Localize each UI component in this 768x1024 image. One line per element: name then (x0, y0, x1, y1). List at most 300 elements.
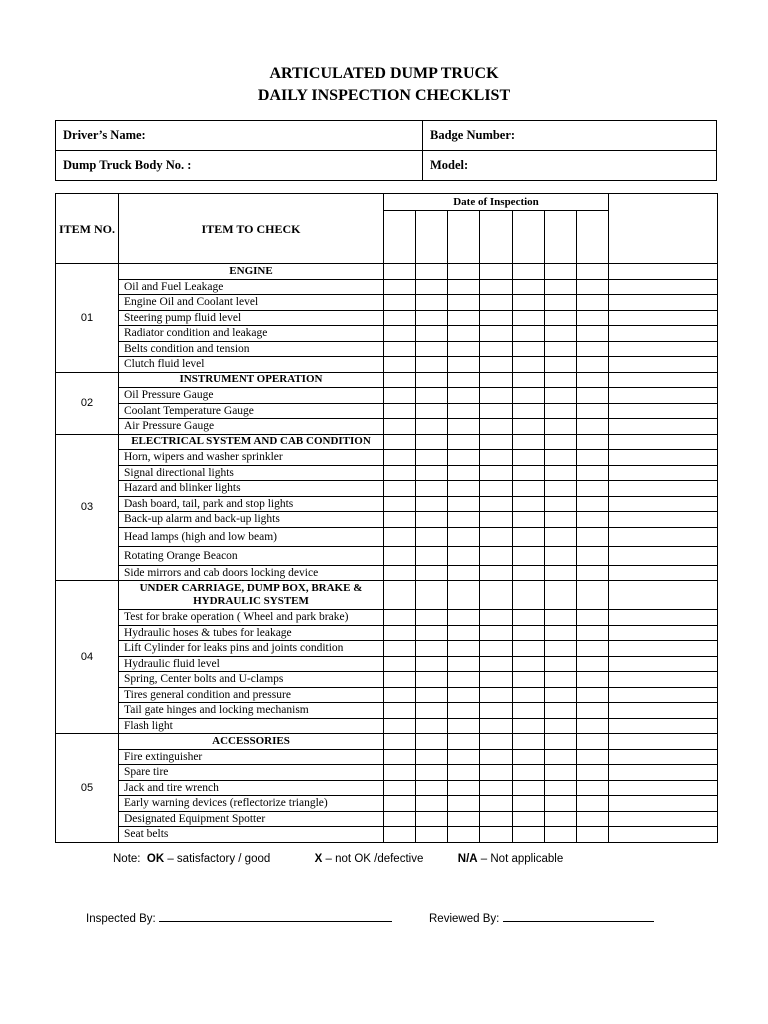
check-cell[interactable] (545, 403, 577, 419)
remarks-cell[interactable] (609, 279, 718, 295)
remarks-cell[interactable] (609, 811, 718, 827)
reviewed-by-line[interactable] (503, 909, 654, 922)
check-cell[interactable] (448, 326, 480, 342)
check-cell[interactable] (384, 565, 416, 581)
check-cell[interactable] (513, 481, 545, 497)
check-cell[interactable] (513, 641, 545, 657)
date-header-cell[interactable] (480, 211, 513, 264)
check-cell[interactable] (384, 641, 416, 657)
check-cell[interactable] (448, 496, 480, 512)
check-cell[interactable] (577, 765, 609, 781)
check-cell[interactable] (577, 264, 609, 280)
check-cell[interactable] (384, 450, 416, 466)
check-cell[interactable] (416, 625, 448, 641)
check-cell[interactable] (577, 641, 609, 657)
remarks-cell[interactable] (609, 749, 718, 765)
check-cell[interactable] (513, 625, 545, 641)
remarks-cell[interactable] (609, 796, 718, 812)
check-cell[interactable] (545, 512, 577, 528)
remarks-cell[interactable] (609, 481, 718, 497)
check-cell[interactable] (448, 527, 480, 546)
check-cell[interactable] (448, 625, 480, 641)
check-cell[interactable] (416, 326, 448, 342)
check-cell[interactable] (545, 341, 577, 357)
check-cell[interactable] (384, 765, 416, 781)
remarks-cell[interactable] (609, 310, 718, 326)
check-cell[interactable] (384, 357, 416, 373)
remarks-cell[interactable] (609, 357, 718, 373)
check-cell[interactable] (545, 672, 577, 688)
check-cell[interactable] (480, 565, 513, 581)
check-cell[interactable] (480, 641, 513, 657)
check-cell[interactable] (480, 264, 513, 280)
check-cell[interactable] (416, 581, 448, 610)
check-cell[interactable] (416, 357, 448, 373)
check-cell[interactable] (448, 546, 480, 565)
check-cell[interactable] (480, 581, 513, 610)
check-cell[interactable] (545, 581, 577, 610)
check-cell[interactable] (513, 827, 545, 843)
remarks-cell[interactable] (609, 641, 718, 657)
check-cell[interactable] (480, 749, 513, 765)
check-cell[interactable] (384, 718, 416, 734)
check-cell[interactable] (513, 687, 545, 703)
check-cell[interactable] (545, 481, 577, 497)
check-cell[interactable] (480, 310, 513, 326)
check-cell[interactable] (545, 295, 577, 311)
check-cell[interactable] (545, 796, 577, 812)
check-cell[interactable] (416, 496, 448, 512)
remarks-cell[interactable] (609, 780, 718, 796)
check-cell[interactable] (384, 419, 416, 435)
check-cell[interactable] (513, 780, 545, 796)
check-cell[interactable] (545, 718, 577, 734)
remarks-cell[interactable] (609, 496, 718, 512)
check-cell[interactable] (416, 780, 448, 796)
check-cell[interactable] (577, 372, 609, 388)
date-header-cell[interactable] (416, 211, 448, 264)
check-cell[interactable] (416, 419, 448, 435)
check-cell[interactable] (577, 512, 609, 528)
check-cell[interactable] (545, 749, 577, 765)
check-cell[interactable] (577, 341, 609, 357)
check-cell[interactable] (577, 581, 609, 610)
check-cell[interactable] (577, 465, 609, 481)
remarks-cell[interactable] (609, 718, 718, 734)
check-cell[interactable] (448, 357, 480, 373)
model-field[interactable]: Model: (423, 151, 717, 181)
check-cell[interactable] (577, 326, 609, 342)
remarks-cell[interactable] (609, 581, 718, 610)
remarks-cell[interactable] (609, 326, 718, 342)
check-cell[interactable] (416, 765, 448, 781)
remarks-cell[interactable] (609, 610, 718, 626)
check-cell[interactable] (416, 718, 448, 734)
check-cell[interactable] (448, 796, 480, 812)
check-cell[interactable] (384, 811, 416, 827)
check-cell[interactable] (513, 403, 545, 419)
check-cell[interactable] (545, 419, 577, 435)
check-cell[interactable] (545, 780, 577, 796)
check-cell[interactable] (448, 481, 480, 497)
remarks-cell[interactable] (609, 264, 718, 280)
check-cell[interactable] (480, 450, 513, 466)
check-cell[interactable] (480, 610, 513, 626)
check-cell[interactable] (448, 264, 480, 280)
check-cell[interactable] (513, 465, 545, 481)
check-cell[interactable] (384, 796, 416, 812)
check-cell[interactable] (545, 687, 577, 703)
check-cell[interactable] (513, 326, 545, 342)
check-cell[interactable] (577, 434, 609, 450)
check-cell[interactable] (416, 310, 448, 326)
check-cell[interactable] (577, 687, 609, 703)
check-cell[interactable] (448, 610, 480, 626)
check-cell[interactable] (480, 512, 513, 528)
check-cell[interactable] (416, 481, 448, 497)
check-cell[interactable] (448, 450, 480, 466)
check-cell[interactable] (384, 481, 416, 497)
check-cell[interactable] (480, 341, 513, 357)
remarks-cell[interactable] (609, 827, 718, 843)
check-cell[interactable] (577, 811, 609, 827)
check-cell[interactable] (416, 641, 448, 657)
check-cell[interactable] (545, 434, 577, 450)
check-cell[interactable] (545, 357, 577, 373)
check-cell[interactable] (480, 372, 513, 388)
remarks-cell[interactable] (609, 372, 718, 388)
remarks-cell[interactable] (609, 512, 718, 528)
check-cell[interactable] (577, 403, 609, 419)
check-cell[interactable] (384, 625, 416, 641)
check-cell[interactable] (448, 827, 480, 843)
remarks-cell[interactable] (609, 672, 718, 688)
remarks-cell[interactable] (609, 546, 718, 565)
check-cell[interactable] (416, 565, 448, 581)
check-cell[interactable] (545, 641, 577, 657)
check-cell[interactable] (480, 357, 513, 373)
inspected-by-line[interactable] (159, 909, 392, 922)
check-cell[interactable] (480, 326, 513, 342)
check-cell[interactable] (448, 341, 480, 357)
check-cell[interactable] (416, 546, 448, 565)
check-cell[interactable] (513, 279, 545, 295)
check-cell[interactable] (480, 780, 513, 796)
check-cell[interactable] (384, 465, 416, 481)
check-cell[interactable] (416, 749, 448, 765)
check-cell[interactable] (577, 827, 609, 843)
check-cell[interactable] (513, 672, 545, 688)
check-cell[interactable] (577, 625, 609, 641)
check-cell[interactable] (545, 279, 577, 295)
check-cell[interactable] (448, 465, 480, 481)
check-cell[interactable] (384, 341, 416, 357)
check-cell[interactable] (416, 434, 448, 450)
check-cell[interactable] (448, 641, 480, 657)
check-cell[interactable] (384, 749, 416, 765)
check-cell[interactable] (416, 279, 448, 295)
check-cell[interactable] (416, 827, 448, 843)
check-cell[interactable] (545, 610, 577, 626)
check-cell[interactable] (416, 811, 448, 827)
check-cell[interactable] (384, 656, 416, 672)
check-cell[interactable] (384, 264, 416, 280)
check-cell[interactable] (416, 295, 448, 311)
remarks-cell[interactable] (609, 734, 718, 750)
remarks-cell[interactable] (609, 565, 718, 581)
check-cell[interactable] (384, 326, 416, 342)
remarks-cell[interactable] (609, 450, 718, 466)
check-cell[interactable] (416, 450, 448, 466)
check-cell[interactable] (545, 496, 577, 512)
check-cell[interactable] (513, 656, 545, 672)
remarks-cell[interactable] (609, 656, 718, 672)
check-cell[interactable] (384, 672, 416, 688)
check-cell[interactable] (480, 625, 513, 641)
check-cell[interactable] (577, 295, 609, 311)
check-cell[interactable] (545, 546, 577, 565)
check-cell[interactable] (577, 749, 609, 765)
check-cell[interactable] (384, 279, 416, 295)
check-cell[interactable] (416, 796, 448, 812)
check-cell[interactable] (384, 388, 416, 404)
check-cell[interactable] (577, 780, 609, 796)
check-cell[interactable] (448, 672, 480, 688)
check-cell[interactable] (513, 310, 545, 326)
check-cell[interactable] (480, 419, 513, 435)
check-cell[interactable] (448, 388, 480, 404)
check-cell[interactable] (416, 687, 448, 703)
remarks-cell[interactable] (609, 765, 718, 781)
check-cell[interactable] (384, 610, 416, 626)
check-cell[interactable] (480, 703, 513, 719)
check-cell[interactable] (448, 512, 480, 528)
check-cell[interactable] (545, 372, 577, 388)
check-cell[interactable] (448, 703, 480, 719)
date-header-cell[interactable] (577, 211, 609, 264)
check-cell[interactable] (448, 565, 480, 581)
check-cell[interactable] (384, 581, 416, 610)
check-cell[interactable] (513, 718, 545, 734)
remarks-cell[interactable] (609, 527, 718, 546)
check-cell[interactable] (480, 388, 513, 404)
remarks-cell[interactable] (609, 434, 718, 450)
check-cell[interactable] (448, 310, 480, 326)
check-cell[interactable] (416, 527, 448, 546)
check-cell[interactable] (416, 734, 448, 750)
check-cell[interactable] (577, 527, 609, 546)
check-cell[interactable] (448, 581, 480, 610)
check-cell[interactable] (384, 780, 416, 796)
check-cell[interactable] (480, 465, 513, 481)
check-cell[interactable] (577, 672, 609, 688)
check-cell[interactable] (577, 546, 609, 565)
check-cell[interactable] (513, 450, 545, 466)
check-cell[interactable] (384, 434, 416, 450)
check-cell[interactable] (416, 465, 448, 481)
check-cell[interactable] (545, 827, 577, 843)
check-cell[interactable] (577, 656, 609, 672)
check-cell[interactable] (577, 419, 609, 435)
check-cell[interactable] (480, 656, 513, 672)
check-cell[interactable] (513, 341, 545, 357)
check-cell[interactable] (577, 481, 609, 497)
check-cell[interactable] (513, 388, 545, 404)
check-cell[interactable] (416, 372, 448, 388)
check-cell[interactable] (448, 656, 480, 672)
body-no-field[interactable]: Dump Truck Body No. : (56, 151, 423, 181)
check-cell[interactable] (448, 279, 480, 295)
check-cell[interactable] (545, 765, 577, 781)
check-cell[interactable] (545, 656, 577, 672)
check-cell[interactable] (545, 450, 577, 466)
check-cell[interactable] (513, 546, 545, 565)
remarks-cell[interactable] (609, 703, 718, 719)
check-cell[interactable] (480, 496, 513, 512)
check-cell[interactable] (448, 372, 480, 388)
remarks-cell[interactable] (609, 465, 718, 481)
check-cell[interactable] (513, 496, 545, 512)
check-cell[interactable] (416, 388, 448, 404)
check-cell[interactable] (513, 749, 545, 765)
check-cell[interactable] (384, 403, 416, 419)
check-cell[interactable] (448, 687, 480, 703)
date-header-cell[interactable] (384, 211, 416, 264)
remarks-cell[interactable] (609, 388, 718, 404)
check-cell[interactable] (416, 341, 448, 357)
check-cell[interactable] (545, 388, 577, 404)
check-cell[interactable] (577, 565, 609, 581)
check-cell[interactable] (577, 310, 609, 326)
check-cell[interactable] (448, 734, 480, 750)
check-cell[interactable] (384, 295, 416, 311)
remarks-cell[interactable] (609, 403, 718, 419)
check-cell[interactable] (513, 295, 545, 311)
check-cell[interactable] (480, 734, 513, 750)
check-cell[interactable] (448, 765, 480, 781)
remarks-cell[interactable] (609, 341, 718, 357)
check-cell[interactable] (448, 403, 480, 419)
check-cell[interactable] (448, 780, 480, 796)
check-cell[interactable] (480, 827, 513, 843)
check-cell[interactable] (480, 687, 513, 703)
check-cell[interactable] (448, 434, 480, 450)
check-cell[interactable] (384, 703, 416, 719)
check-cell[interactable] (416, 656, 448, 672)
check-cell[interactable] (384, 827, 416, 843)
check-cell[interactable] (545, 625, 577, 641)
check-cell[interactable] (448, 811, 480, 827)
drivers-name-field[interactable]: Driver’s Name: (56, 121, 423, 151)
check-cell[interactable] (545, 465, 577, 481)
check-cell[interactable] (577, 610, 609, 626)
check-cell[interactable] (513, 264, 545, 280)
check-cell[interactable] (480, 527, 513, 546)
check-cell[interactable] (513, 527, 545, 546)
check-cell[interactable] (577, 734, 609, 750)
check-cell[interactable] (480, 295, 513, 311)
check-cell[interactable] (384, 512, 416, 528)
check-cell[interactable] (480, 796, 513, 812)
check-cell[interactable] (480, 481, 513, 497)
check-cell[interactable] (480, 765, 513, 781)
check-cell[interactable] (513, 610, 545, 626)
check-cell[interactable] (416, 703, 448, 719)
check-cell[interactable] (577, 388, 609, 404)
check-cell[interactable] (513, 811, 545, 827)
check-cell[interactable] (384, 527, 416, 546)
check-cell[interactable] (480, 403, 513, 419)
check-cell[interactable] (416, 512, 448, 528)
check-cell[interactable] (513, 434, 545, 450)
check-cell[interactable] (513, 765, 545, 781)
check-cell[interactable] (513, 419, 545, 435)
check-cell[interactable] (448, 749, 480, 765)
remarks-cell[interactable] (609, 625, 718, 641)
check-cell[interactable] (513, 372, 545, 388)
check-cell[interactable] (384, 372, 416, 388)
remarks-cell[interactable] (609, 687, 718, 703)
check-cell[interactable] (577, 496, 609, 512)
check-cell[interactable] (384, 546, 416, 565)
check-cell[interactable] (384, 734, 416, 750)
check-cell[interactable] (513, 796, 545, 812)
check-cell[interactable] (416, 672, 448, 688)
check-cell[interactable] (384, 687, 416, 703)
check-cell[interactable] (448, 718, 480, 734)
check-cell[interactable] (545, 527, 577, 546)
date-header-cell[interactable] (545, 211, 577, 264)
check-cell[interactable] (448, 419, 480, 435)
check-cell[interactable] (545, 264, 577, 280)
check-cell[interactable] (480, 672, 513, 688)
check-cell[interactable] (577, 450, 609, 466)
check-cell[interactable] (416, 403, 448, 419)
check-cell[interactable] (577, 796, 609, 812)
check-cell[interactable] (545, 734, 577, 750)
check-cell[interactable] (577, 357, 609, 373)
check-cell[interactable] (480, 546, 513, 565)
check-cell[interactable] (513, 703, 545, 719)
check-cell[interactable] (480, 718, 513, 734)
check-cell[interactable] (513, 357, 545, 373)
check-cell[interactable] (416, 264, 448, 280)
check-cell[interactable] (577, 279, 609, 295)
badge-number-field[interactable]: Badge Number: (423, 121, 717, 151)
check-cell[interactable] (545, 326, 577, 342)
check-cell[interactable] (545, 811, 577, 827)
check-cell[interactable] (513, 581, 545, 610)
check-cell[interactable] (577, 718, 609, 734)
date-header-cell[interactable] (513, 211, 545, 264)
check-cell[interactable] (513, 734, 545, 750)
check-cell[interactable] (384, 496, 416, 512)
check-cell[interactable] (480, 279, 513, 295)
check-cell[interactable] (545, 565, 577, 581)
date-header-cell[interactable] (448, 211, 480, 264)
check-cell[interactable] (545, 310, 577, 326)
check-cell[interactable] (577, 703, 609, 719)
check-cell[interactable] (480, 811, 513, 827)
check-cell[interactable] (416, 610, 448, 626)
check-cell[interactable] (448, 295, 480, 311)
remarks-cell[interactable] (609, 295, 718, 311)
check-cell[interactable] (513, 512, 545, 528)
check-cell[interactable] (480, 434, 513, 450)
check-cell[interactable] (545, 703, 577, 719)
check-cell[interactable] (513, 565, 545, 581)
remarks-cell[interactable] (609, 419, 718, 435)
